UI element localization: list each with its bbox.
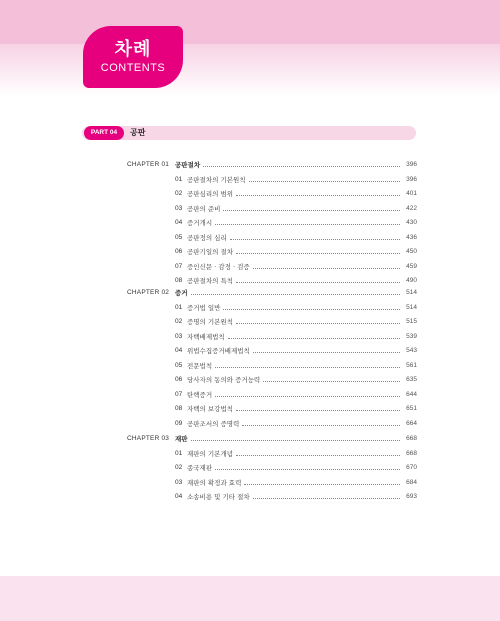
dot-leader (263, 381, 400, 382)
chapter-number: CHAPTER 03 (127, 435, 170, 442)
section-title: 자백의 보강법칙 (187, 405, 234, 413)
section-number: 05 (175, 233, 183, 241)
page-number: 670 (406, 464, 417, 471)
dot-leader (244, 484, 400, 485)
toc-section-row[interactable] (127, 389, 417, 400)
toc-section-row[interactable] (127, 491, 417, 502)
dot-leader (249, 181, 400, 182)
toc-section-row[interactable] (127, 217, 417, 228)
toc-section-row[interactable] (127, 374, 417, 385)
section-number: 01 (175, 175, 183, 183)
section-title: 공판절차의 기본원칙 (187, 175, 246, 184)
section-title: 공판의 준비 (187, 204, 221, 213)
section-number: 07 (175, 390, 183, 398)
page-number: 514 (406, 303, 417, 311)
section-number: 08 (175, 405, 183, 412)
toc-section-row[interactable] (127, 275, 417, 286)
page-number: 396 (406, 161, 417, 168)
section-number: 03 (175, 478, 183, 486)
dot-leader (236, 323, 400, 324)
section-title: 증명의 기본원칙 (187, 318, 234, 326)
toc-section-row[interactable] (127, 331, 417, 342)
section-title: 재판의 확정과 효력 (187, 478, 242, 487)
section-number: 04 (175, 493, 183, 500)
toc-section-row[interactable] (127, 316, 417, 327)
section-title: 증인신문 · 감정 · 검증 (187, 262, 250, 271)
toc-section-row[interactable] (127, 360, 417, 371)
page-number: 490 (406, 277, 417, 284)
section-title: 증거개시 (187, 219, 213, 227)
toc-chapter-row[interactable] (127, 287, 417, 298)
section-title: 소송비용 및 기타 절차 (187, 493, 250, 501)
toc-chapter-row[interactable] (127, 159, 417, 170)
section-title: 자백배제법칙 (187, 332, 225, 341)
section-title: 공판절차의 특칙 (187, 277, 234, 285)
section-number: 06 (175, 248, 183, 255)
dot-leader (242, 425, 400, 426)
toc-section-row[interactable] (127, 448, 417, 459)
chapter-number: CHAPTER 02 (127, 289, 170, 296)
page-number: 515 (406, 318, 417, 325)
section-title: 공판기일의 절차 (187, 248, 234, 256)
toc-section-row[interactable] (127, 345, 417, 356)
section-title: 당사자의 동의와 증거능력 (187, 376, 261, 384)
section-number: 01 (175, 303, 183, 311)
page-number: 422 (406, 204, 417, 212)
page-number: 514 (406, 289, 417, 296)
section-number: 07 (175, 262, 183, 270)
page-subtitle: CONTENTS (100, 62, 166, 74)
section-number: 03 (175, 204, 183, 212)
toc-section-row[interactable] (127, 261, 417, 272)
section-number: 02 (175, 190, 183, 197)
toc-section-row[interactable] (127, 302, 417, 313)
toc-section-row[interactable] (127, 403, 417, 414)
chapter-title: 재판 (175, 435, 188, 443)
dot-leader (215, 367, 400, 368)
dot-leader (253, 352, 400, 353)
page-number: 401 (406, 190, 417, 197)
section-title: 증거법 일반 (187, 303, 221, 312)
page-number: 651 (406, 405, 417, 412)
dot-leader (228, 338, 400, 339)
section-number: 04 (175, 347, 183, 354)
section-title: 종국재판 (187, 464, 213, 472)
chapter-number: CHAPTER 01 (127, 161, 170, 168)
dot-leader (223, 210, 400, 211)
dot-leader (191, 440, 400, 441)
section-title: 공판정의 심리 (187, 233, 227, 242)
dot-leader (230, 239, 400, 240)
page-number: 668 (406, 449, 417, 457)
section-number: 06 (175, 376, 183, 383)
dot-leader (236, 253, 400, 254)
dot-leader (215, 469, 400, 470)
page-number: 664 (406, 419, 417, 427)
footer-band (0, 576, 500, 621)
page-title: 차례 (114, 39, 152, 60)
dot-leader (253, 498, 400, 499)
section-title: 탄핵증거 (187, 390, 213, 399)
section-title: 재판의 기본개념 (187, 449, 234, 458)
page-number: 430 (406, 219, 417, 226)
section-number: 02 (175, 464, 183, 471)
page-number: 539 (406, 332, 417, 340)
toc-section-row[interactable] (127, 477, 417, 488)
dot-leader (236, 282, 400, 283)
part-title: 공판 (130, 128, 146, 137)
dot-leader (191, 294, 400, 295)
section-number: 01 (175, 449, 183, 457)
contents-badge (83, 26, 183, 88)
header-band-gradient (0, 44, 500, 96)
dot-leader (203, 166, 400, 167)
toc-section-row[interactable] (127, 203, 417, 214)
part-label: PART 04 (84, 126, 124, 140)
section-number: 03 (175, 332, 183, 340)
dot-leader (236, 195, 400, 196)
dot-leader (215, 224, 400, 225)
toc-section-row[interactable] (127, 188, 417, 199)
section-number: 02 (175, 318, 183, 325)
dot-leader (215, 396, 400, 397)
chapter-title: 증거 (175, 289, 188, 297)
chapter-title: 공판절차 (175, 161, 201, 169)
section-title: 위법수집증거배제법칙 (187, 347, 250, 355)
page-number: 459 (406, 262, 417, 270)
toc-section-row[interactable] (127, 232, 417, 243)
section-title: 공판조서의 증명력 (187, 419, 240, 428)
page-number: 635 (406, 376, 417, 383)
page-number: 543 (406, 347, 417, 354)
toc-section-row[interactable] (127, 174, 417, 185)
toc-section-row[interactable] (127, 418, 417, 429)
section-number: 05 (175, 361, 183, 369)
page-number: 668 (406, 435, 417, 442)
page-number: 684 (406, 478, 417, 486)
toc-chapter-row[interactable] (127, 433, 417, 444)
page-number: 450 (406, 248, 417, 255)
toc-section-row[interactable] (127, 462, 417, 473)
page-number: 436 (406, 233, 417, 241)
dot-leader (223, 309, 400, 310)
dot-leader (236, 410, 400, 411)
section-title: 공판심리의 범위 (187, 190, 234, 198)
page-number: 644 (406, 390, 417, 398)
dot-leader (253, 268, 400, 269)
page-number: 693 (406, 493, 417, 500)
page-number: 561 (406, 361, 417, 369)
page-number: 396 (406, 175, 417, 183)
dot-leader (236, 455, 400, 456)
section-number: 04 (175, 219, 183, 226)
section-number: 08 (175, 277, 183, 284)
section-number: 09 (175, 419, 183, 427)
section-title: 전문법칙 (187, 361, 213, 370)
toc-section-row[interactable] (127, 246, 417, 257)
